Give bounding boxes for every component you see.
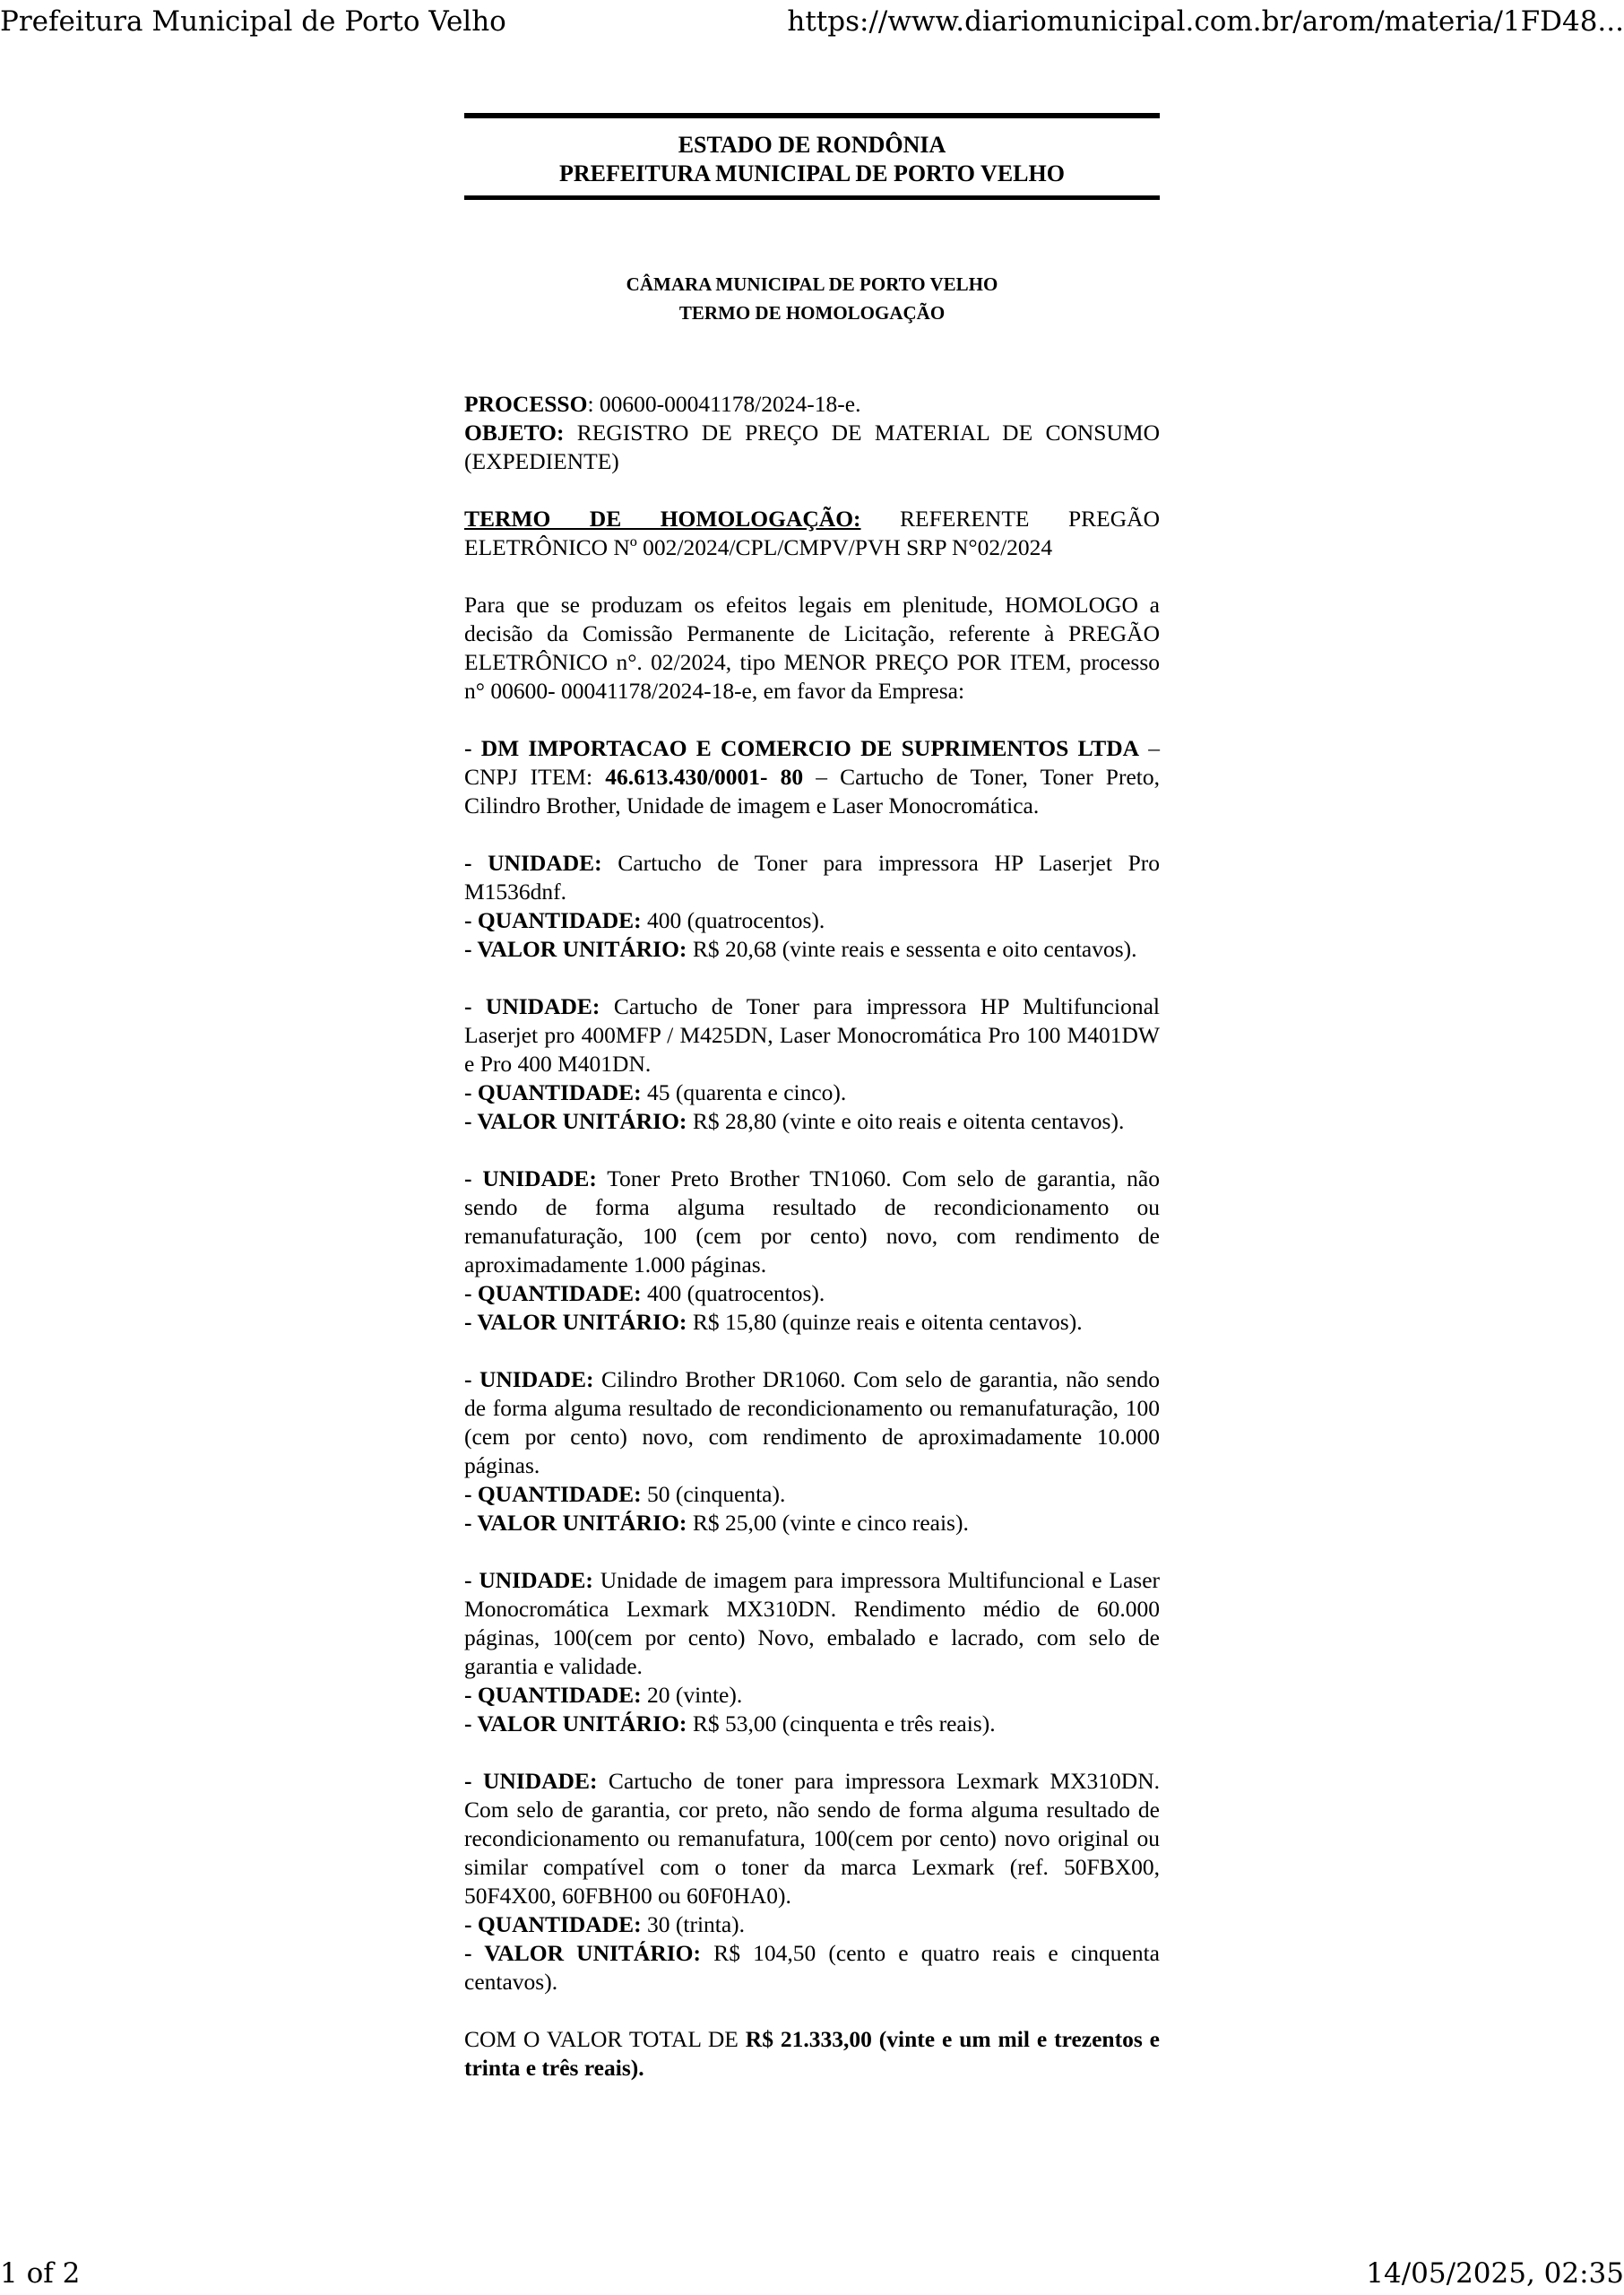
quantidade-label: - QUANTIDADE: <box>464 1481 642 1507</box>
item-block <box>464 1165 1160 1337</box>
valor-value: R$ 104,50 (cento e quatro reais e cinquenta centavos). <box>464 1940 1160 1995</box>
item-block <box>464 1566 1160 1738</box>
unidade-label: - UNIDADE: <box>464 1567 593 1593</box>
unidade-value: Cartucho de Toner para impressora HP Multifuncional Laserjet pro 400MFP / M425DN, Laser Monocromática Pro 100 M401DW e Pro 400 M401DN. <box>464 993 1160 1077</box>
processo-line <box>464 390 1160 419</box>
valor-label: - VALOR UNITÁRIO: <box>464 1309 687 1335</box>
item-quantidade <box>464 1681 1160 1710</box>
company-name: - DM IMPORTACAO E COMERCIO DE SUPRIMENTOS LTDA <box>464 735 1140 761</box>
company-cnpj: 46.613.430/0001- 80 <box>605 764 804 790</box>
unidade-value: Cartucho de toner para impressora Lexmark MX310DN. Com selo de garantia, cor preto, não sendo de forma alguma resultado de recondicionamento ou remanufatura, 100(cem por cento) novo original ou similar compatível com o toner da marca Lexmark (ref. 50FBX00, 50F4X00, 60FBH00 ou 60F0HA0). <box>464 1768 1161 1909</box>
unidade-value: Unidade de imagem para impressora Multifuncional e Laser Monocromática Lexmark MX310DN. Rendimento médio de 60.000 páginas, 100(cem por cento) Novo, embalado e lacrado, com selo de garantia e validade. <box>464 1567 1161 1679</box>
item-valor <box>464 1509 1160 1537</box>
print-header-url: https://www.diariomunicipal.com.br/arom/materia/1FD48... <box>787 5 1624 38</box>
item-quantidade <box>464 1480 1160 1509</box>
valor-value: R$ 53,00 (cinquenta e três reais). <box>687 1710 996 1736</box>
unidade-value: Cartucho de Toner para impressora HP Laserjet Pro M1536dnf. <box>464 850 1161 905</box>
item-block <box>464 1365 1160 1537</box>
unidade-label: - UNIDADE: <box>464 1165 597 1191</box>
item-block <box>464 992 1160 1136</box>
document-banner <box>464 113 1160 200</box>
quantidade-value: 50 (cinquenta). <box>641 1481 786 1507</box>
item-unidade <box>464 1767 1160 1910</box>
subtitle-camara: CÂMARA MUNICIPAL DE PORTO VELHO <box>626 273 998 295</box>
banner-state: ESTADO DE RONDÔNIA <box>678 132 946 158</box>
unidade-value: Toner Preto Brother TN1060. Com selo de garantia, não sendo de forma alguma resultado de recondicionamento ou remanufaturação, 100 (cem por cento) novo, com rendimento de aproximadamente 1.000 páginas. <box>464 1165 1160 1277</box>
item-valor <box>464 1939 1160 1996</box>
company-paragraph <box>464 734 1160 820</box>
processo-value: : 00600-00041178/2024-18-e. <box>587 391 861 417</box>
objeto-line <box>464 419 1160 476</box>
valor-label: - VALOR UNITÁRIO: <box>464 1710 687 1736</box>
valor-value: R$ 15,80 (quinze reais e oitenta centavos). <box>687 1309 1083 1335</box>
quantidade-value: 45 (quarenta e cinco). <box>641 1079 847 1105</box>
valor-value: R$ 25,00 (vinte e cinco reais). <box>687 1510 969 1536</box>
valor-label: - VALOR UNITÁRIO: <box>464 1510 687 1536</box>
item-valor <box>464 935 1160 964</box>
subtitle-termo: TERMO DE HOMOLOGAÇÃO <box>678 302 946 324</box>
unidade-label: - UNIDADE: <box>464 1768 598 1794</box>
valor-value: R$ 28,80 (vinte e oito reais e oitenta centavos). <box>687 1108 1125 1134</box>
quantidade-label: - QUANTIDADE: <box>464 1682 642 1708</box>
item-quantidade <box>464 906 1160 935</box>
cnpj-prefix: – CNPJ ITEM: <box>464 735 1161 790</box>
print-timestamp: 14/05/2025, 02:35 <box>1366 2257 1624 2290</box>
item-unidade <box>464 849 1160 906</box>
unidade-label: - UNIDADE: <box>464 993 600 1019</box>
intro-paragraph: Para que se produzam os efeitos legais em plenitude, HOMOLOGO a decisão da Comissão Permanente de Licitação, referente à PREGÃO ELETRÔNICO n°. 02/2024, tipo MENOR PREÇO POR ITEM, processo n° 00600- 00041178/2024-18-e, em favor da Empresa: <box>464 592 1160 704</box>
objeto-label: OBJETO: <box>464 420 565 446</box>
print-header-title: Prefeitura Municipal de Porto Velho <box>0 5 506 38</box>
total-prefix: COM O VALOR TOTAL DE <box>464 2026 746 2052</box>
quantidade-value: 400 (quatrocentos). <box>641 1280 825 1306</box>
item-quantidade <box>464 1910 1160 1939</box>
valor-label: - VALOR UNITÁRIO: <box>464 1108 687 1134</box>
valor-value: R$ 20,68 (vinte reais e sessenta e oito centavos). <box>687 936 1137 962</box>
document-page <box>464 113 1160 2083</box>
termo-block <box>464 505 1160 562</box>
termo-value: REFERENTE PREGÃO ELETRÔNICO Nº 002/2024/CPL/CMPV/PVH SRP N°02/2024 <box>464 506 1160 560</box>
unidade-label: - UNIDADE: <box>464 1366 594 1392</box>
processo-label: PROCESSO <box>464 391 588 417</box>
item-unidade <box>464 1165 1160 1279</box>
quantidade-label: - QUANTIDADE: <box>464 1079 642 1105</box>
item-valor <box>464 1107 1160 1136</box>
quantidade-value: 400 (quatrocentos). <box>641 907 825 933</box>
quantidade-label: - QUANTIDADE: <box>464 1911 642 1937</box>
item-valor <box>464 1710 1160 1738</box>
valor-label: - VALOR UNITÁRIO: <box>464 1940 702 1966</box>
quantidade-value: 20 (vinte). <box>641 1682 743 1708</box>
page-counter: 1 of 2 <box>0 2257 81 2290</box>
quantidade-value: 30 (trinta). <box>641 1911 746 1937</box>
intro-block <box>464 591 1160 706</box>
objeto-value: REGISTRO DE PREÇO DE MATERIAL DE CONSUMO (EXPEDIENTE) <box>464 420 1160 474</box>
item-quantidade <box>464 1078 1160 1107</box>
item-unidade <box>464 1566 1160 1681</box>
item-quantidade <box>464 1279 1160 1308</box>
item-block <box>464 1767 1160 1996</box>
item-block <box>464 849 1160 964</box>
item-unidade <box>464 992 1160 1078</box>
total-block <box>464 2025 1160 2083</box>
termo-label: TERMO DE HOMOLOGAÇÃO: <box>464 506 861 532</box>
company-description: – Cartucho de Toner, Toner Preto, Cilindro Brother, Unidade de imagem e Laser Monocromática. <box>464 764 1161 818</box>
print-header <box>0 4 1624 39</box>
company-block <box>464 734 1160 820</box>
valor-label: - VALOR UNITÁRIO: <box>464 936 687 962</box>
print-footer <box>0 2256 1624 2291</box>
termo-line <box>464 505 1160 562</box>
item-valor <box>464 1308 1160 1337</box>
quantidade-label: - QUANTIDADE: <box>464 1280 642 1306</box>
unidade-label: - UNIDADE: <box>464 850 602 876</box>
quantidade-label: - QUANTIDADE: <box>464 907 642 933</box>
total-line <box>464 2025 1160 2083</box>
total-amount: R$ 21.333,00 (vinte e um mil e trezentos e trinta e três reais). <box>464 2026 1160 2081</box>
item-unidade <box>464 1365 1160 1480</box>
unidade-value: Cilindro Brother DR1060. Com selo de garantia, não sendo de forma alguma resultado de recondicionamento ou remanufaturação, 100 (cem por cento) novo, com rendimento de aproximadamente 10.000 páginas. <box>464 1366 1160 1478</box>
process-block <box>464 390 1160 476</box>
banner-prefeitura: PREFEITURA MUNICIPAL DE PORTO VELHO <box>559 160 1065 186</box>
document-subtitle <box>464 270 1160 327</box>
